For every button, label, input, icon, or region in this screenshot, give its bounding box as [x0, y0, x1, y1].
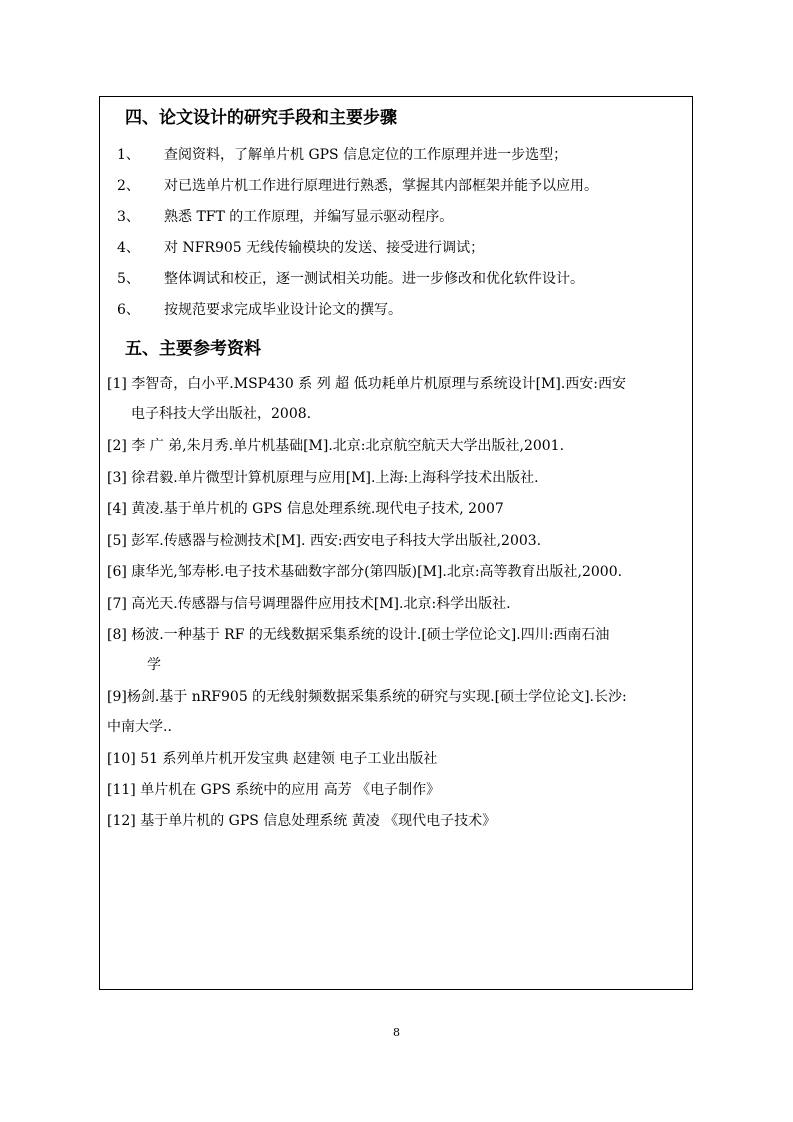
step-number: 1、 — [117, 147, 140, 163]
reference-line: 中南大学.. — [107, 719, 172, 735]
reference-line: [9]杨剑.基于 nRF905 的无线射频数据采集系统的研究与实现.[硕士学位论文].长沙: — [107, 689, 627, 705]
step-number: 4、 — [117, 240, 140, 256]
step-text: 按规范要求完成毕业设计论文的撰写。 — [164, 302, 402, 318]
section5-title: 五、主要参考资料 — [125, 339, 261, 359]
reference-line: 电子科技大学出版社，2008. — [131, 406, 312, 422]
reference-line: 学 — [147, 657, 161, 673]
page-number: 8 — [393, 1026, 400, 1039]
reference-line: [11] 单片机在 GPS 系统中的应用 高芳 《电子制作》 — [107, 782, 441, 798]
step-number: 2、 — [117, 178, 140, 194]
step-text: 对已选单片机工作进行原理进行熟悉，掌握其内部框架并能予以应用。 — [164, 178, 598, 194]
reference-line: [1] 李智奇，白小平.MSP430 系 列 超 低功耗单片机原理与系统设计[M].西安:西安 — [107, 376, 627, 392]
step-number: 3、 — [117, 209, 140, 225]
reference-line: [7] 高光天.传感器与信号调理器件应用技术[M].北京:科学出版社. — [107, 596, 511, 612]
step-text: 对 NFR905 无线传输模块的发送、接受进行调试； — [164, 240, 485, 256]
step-number: 6、 — [117, 302, 140, 318]
reference-line: [2] 李 广 弟,朱月秀.单片机基础[M].北京:北京航空航天大学出版社,2001. — [107, 438, 565, 454]
section4-title: 四、论文设计的研究手段和主要步骤 — [125, 108, 397, 128]
step-text: 查阅资料，了解单片机 GPS 信息定位的工作原理并进一步选型； — [164, 147, 568, 163]
step-number: 5、 — [117, 271, 140, 287]
reference-line: [6] 康华光,邹寿彬.电子技术基础数字部分(第四版)[M].北京:高等教育出版社,2000. — [107, 564, 623, 580]
reference-line: [3] 徐君毅.单片微型计算机原理与应用[M].上海:上海科学技术出版社. — [107, 470, 539, 486]
reference-line: [10] 51 系列单片机开发宝典 赵建领 电子工业出版社 — [107, 751, 438, 767]
step-text: 整体调试和校正，逐一测试相关功能。进一步修改和优化软件设计。 — [164, 271, 584, 287]
step-text: 熟悉 TFT 的工作原理，并编写显示驱动程序。 — [164, 209, 454, 225]
reference-line: [8] 杨波.一种基于 RF 的无线数据采集系统的设计.[硕士学位论文].四川:西南石油 — [107, 627, 610, 643]
reference-line: [12] 基于单片机的 GPS 信息处理系统 黄凌 《现代电子技术》 — [107, 813, 497, 829]
reference-line: [5] 彭军.传感器与检测技术[M]. 西安:西安电子科技大学出版社,2003. — [107, 533, 542, 549]
reference-line: [4] 黄凌.基于单片机的 GPS 信息处理系统.现代电子技术, 2007 — [107, 501, 504, 517]
